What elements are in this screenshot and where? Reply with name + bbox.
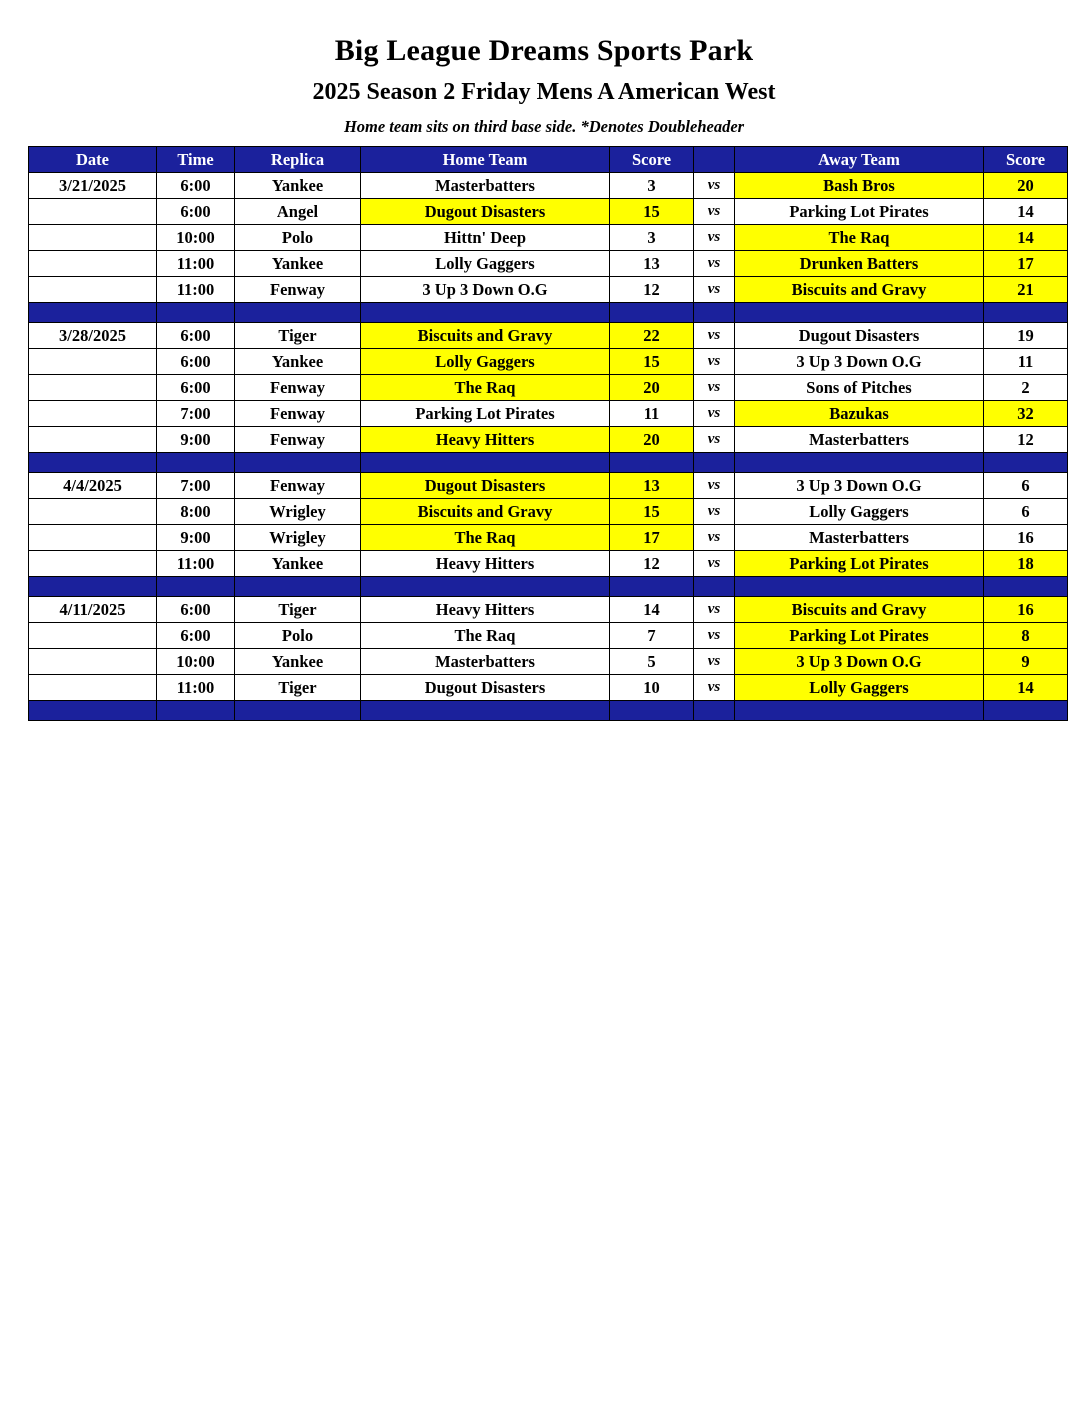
separator-cell [29, 701, 157, 721]
cell-away-score: 6 [984, 499, 1068, 525]
separator-cell [984, 303, 1068, 323]
table-row [29, 649, 1068, 675]
separator-cell [735, 577, 984, 597]
cell-away-team: 3 Up 3 Down O.G [735, 349, 984, 375]
cell-away-team: Lolly Gaggers [735, 675, 984, 701]
cell-replica: Fenway [235, 473, 361, 499]
cell-away-team: Sons of Pitches [735, 375, 984, 401]
table-row [29, 675, 1068, 701]
cell-away-team: Masterbatters [735, 427, 984, 453]
cell-vs: vs [694, 199, 735, 225]
cell-vs: vs [694, 473, 735, 499]
cell-vs: vs [694, 499, 735, 525]
table-row [29, 375, 1068, 401]
cell-time: 9:00 [157, 525, 235, 551]
cell-date [29, 375, 157, 401]
cell-replica: Fenway [235, 401, 361, 427]
cell-home-team: Masterbatters [361, 173, 610, 199]
cell-vs: vs [694, 675, 735, 701]
cell-date [29, 401, 157, 427]
cell-home-score: 13 [610, 473, 694, 499]
table-row [29, 251, 1068, 277]
cell-home-score: 12 [610, 551, 694, 577]
cell-home-score: 3 [610, 173, 694, 199]
cell-time: 10:00 [157, 225, 235, 251]
cell-date [29, 525, 157, 551]
cell-away-score: 18 [984, 551, 1068, 577]
cell-date [29, 427, 157, 453]
cell-home-score: 15 [610, 349, 694, 375]
cell-time: 6:00 [157, 375, 235, 401]
separator-cell [610, 453, 694, 473]
cell-replica: Wrigley [235, 499, 361, 525]
cell-vs: vs [694, 225, 735, 251]
cell-vs: vs [694, 349, 735, 375]
cell-vs: vs [694, 649, 735, 675]
column-header-away-score: Score [984, 147, 1068, 173]
cell-date: 4/11/2025 [29, 597, 157, 623]
separator-cell [694, 701, 735, 721]
separator-cell [29, 303, 157, 323]
cell-replica: Angel [235, 199, 361, 225]
cell-date [29, 499, 157, 525]
column-header-date: Date [29, 147, 157, 173]
cell-home-team: Hittn' Deep [361, 225, 610, 251]
separator-cell [29, 577, 157, 597]
cell-time: 6:00 [157, 323, 235, 349]
cell-date [29, 551, 157, 577]
separator-cell [235, 453, 361, 473]
cell-time: 6:00 [157, 623, 235, 649]
cell-date: 4/4/2025 [29, 473, 157, 499]
cell-away-score: 16 [984, 597, 1068, 623]
cell-replica: Yankee [235, 649, 361, 675]
cell-replica: Tiger [235, 597, 361, 623]
cell-home-score: 12 [610, 277, 694, 303]
separator-cell [735, 701, 984, 721]
separator-cell [984, 577, 1068, 597]
table-row [29, 499, 1068, 525]
table-row [29, 551, 1068, 577]
cell-replica: Yankee [235, 251, 361, 277]
page-note: Home team sits on third base side. *Denotes Doubleheader [343, 117, 745, 136]
cell-vs: vs [694, 525, 735, 551]
separator-cell [694, 303, 735, 323]
cell-vs: vs [694, 597, 735, 623]
cell-time: 6:00 [157, 173, 235, 199]
cell-home-score: 20 [610, 427, 694, 453]
column-header-time: Time [157, 147, 235, 173]
table-row [29, 623, 1068, 649]
cell-away-score: 16 [984, 525, 1068, 551]
cell-date: 3/28/2025 [29, 323, 157, 349]
table-row [29, 473, 1068, 499]
cell-time: 8:00 [157, 499, 235, 525]
separator-cell [984, 701, 1068, 721]
table-row [29, 597, 1068, 623]
cell-replica: Fenway [235, 277, 361, 303]
page-subtitle: 2025 Season 2 Friday Mens A American West [312, 79, 776, 105]
separator-cell [610, 577, 694, 597]
cell-replica: Polo [235, 225, 361, 251]
table-row [29, 277, 1068, 303]
separator-cell [694, 453, 735, 473]
cell-date: 3/21/2025 [29, 173, 157, 199]
schedule-table [28, 146, 1068, 721]
cell-date [29, 349, 157, 375]
cell-home-team: Dugout Disasters [361, 473, 610, 499]
cell-away-team: Parking Lot Pirates [735, 199, 984, 225]
cell-away-score: 2 [984, 375, 1068, 401]
separator-cell [735, 303, 984, 323]
cell-vs: vs [694, 401, 735, 427]
cell-time: 9:00 [157, 427, 235, 453]
table-row [29, 199, 1068, 225]
schedule-week-separator [29, 701, 1068, 721]
column-header-vs [694, 147, 735, 173]
cell-vs: vs [694, 375, 735, 401]
cell-away-score: 11 [984, 349, 1068, 375]
separator-cell [694, 577, 735, 597]
cell-away-team: Drunken Batters [735, 251, 984, 277]
cell-home-score: 10 [610, 675, 694, 701]
cell-date [29, 199, 157, 225]
cell-away-team: Biscuits and Gravy [735, 277, 984, 303]
cell-home-score: 3 [610, 225, 694, 251]
separator-cell [235, 303, 361, 323]
cell-home-score: 15 [610, 499, 694, 525]
cell-replica: Yankee [235, 349, 361, 375]
cell-away-score: 20 [984, 173, 1068, 199]
cell-vs: vs [694, 427, 735, 453]
cell-time: 11:00 [157, 551, 235, 577]
separator-cell [361, 303, 610, 323]
schedule-week-separator [29, 453, 1068, 473]
cell-away-team: Dugout Disasters [735, 323, 984, 349]
cell-home-score: 13 [610, 251, 694, 277]
cell-away-team: Parking Lot Pirates [735, 551, 984, 577]
cell-away-score: 9 [984, 649, 1068, 675]
cell-time: 11:00 [157, 675, 235, 701]
cell-home-score: 22 [610, 323, 694, 349]
cell-home-score: 20 [610, 375, 694, 401]
cell-home-team: The Raq [361, 525, 610, 551]
schedule-body [29, 173, 1068, 721]
cell-home-team: Lolly Gaggers [361, 349, 610, 375]
cell-time: 6:00 [157, 597, 235, 623]
cell-home-team: The Raq [361, 623, 610, 649]
cell-home-score: 7 [610, 623, 694, 649]
column-header-away-team: Away Team [735, 147, 984, 173]
cell-home-team: Parking Lot Pirates [361, 401, 610, 427]
cell-home-team: Dugout Disasters [361, 199, 610, 225]
table-row [29, 323, 1068, 349]
cell-vs: vs [694, 251, 735, 277]
cell-away-team: Masterbatters [735, 525, 984, 551]
cell-away-score: 17 [984, 251, 1068, 277]
separator-cell [157, 701, 235, 721]
cell-away-score: 14 [984, 675, 1068, 701]
cell-home-score: 14 [610, 597, 694, 623]
separator-cell [157, 453, 235, 473]
cell-away-score: 19 [984, 323, 1068, 349]
cell-replica: Fenway [235, 427, 361, 453]
cell-vs: vs [694, 551, 735, 577]
cell-replica: Tiger [235, 323, 361, 349]
cell-away-score: 12 [984, 427, 1068, 453]
cell-away-score: 6 [984, 473, 1068, 499]
cell-date [29, 225, 157, 251]
cell-replica: Fenway [235, 375, 361, 401]
separator-cell [235, 577, 361, 597]
cell-home-team: Heavy Hitters [361, 597, 610, 623]
schedule-week-separator [29, 303, 1068, 323]
separator-cell [735, 453, 984, 473]
cell-away-team: Parking Lot Pirates [735, 623, 984, 649]
cell-home-score: 5 [610, 649, 694, 675]
cell-vs: vs [694, 277, 735, 303]
cell-away-team: 3 Up 3 Down O.G [735, 473, 984, 499]
page-title: Big League Dreams Sports Park [334, 34, 754, 67]
cell-time: 11:00 [157, 277, 235, 303]
table-row [29, 525, 1068, 551]
separator-cell [235, 701, 361, 721]
cell-away-score: 32 [984, 401, 1068, 427]
cell-time: 7:00 [157, 401, 235, 427]
separator-cell [157, 577, 235, 597]
cell-vs: vs [694, 323, 735, 349]
cell-home-team: Lolly Gaggers [361, 251, 610, 277]
column-header-home-team: Home Team [361, 147, 610, 173]
separator-cell [361, 701, 610, 721]
cell-replica: Wrigley [235, 525, 361, 551]
cell-home-team: Masterbatters [361, 649, 610, 675]
cell-home-team: Biscuits and Gravy [361, 323, 610, 349]
cell-time: 6:00 [157, 199, 235, 225]
cell-home-score: 11 [610, 401, 694, 427]
cell-vs: vs [694, 623, 735, 649]
table-row [29, 173, 1068, 199]
cell-home-team: Dugout Disasters [361, 675, 610, 701]
cell-home-team: 3 Up 3 Down O.G [361, 277, 610, 303]
cell-home-team: Heavy Hitters [361, 551, 610, 577]
cell-away-team: The Raq [735, 225, 984, 251]
cell-away-score: 21 [984, 277, 1068, 303]
cell-away-score: 8 [984, 623, 1068, 649]
table-row [29, 427, 1068, 453]
table-header-row [29, 147, 1068, 173]
separator-cell [984, 453, 1068, 473]
cell-replica: Tiger [235, 675, 361, 701]
cell-away-team: Lolly Gaggers [735, 499, 984, 525]
cell-time: 6:00 [157, 349, 235, 375]
cell-vs: vs [694, 173, 735, 199]
separator-cell [361, 453, 610, 473]
cell-home-team: Heavy Hitters [361, 427, 610, 453]
separator-cell [29, 453, 157, 473]
separator-cell [361, 577, 610, 597]
cell-date [29, 623, 157, 649]
cell-away-team: Biscuits and Gravy [735, 597, 984, 623]
cell-replica: Yankee [235, 551, 361, 577]
table-row [29, 225, 1068, 251]
cell-date [29, 675, 157, 701]
cell-home-score: 17 [610, 525, 694, 551]
column-header-home-score: Score [610, 147, 694, 173]
cell-time: 7:00 [157, 473, 235, 499]
separator-cell [610, 303, 694, 323]
cell-away-team: 3 Up 3 Down O.G [735, 649, 984, 675]
schedule-week-separator [29, 577, 1068, 597]
table-row [29, 401, 1068, 427]
cell-home-team: Biscuits and Gravy [361, 499, 610, 525]
separator-cell [157, 303, 235, 323]
cell-home-score: 15 [610, 199, 694, 225]
cell-away-score: 14 [984, 199, 1068, 225]
cell-replica: Yankee [235, 173, 361, 199]
cell-date [29, 649, 157, 675]
cell-home-team: The Raq [361, 375, 610, 401]
column-header-replica: Replica [235, 147, 361, 173]
cell-time: 10:00 [157, 649, 235, 675]
cell-date [29, 277, 157, 303]
cell-date [29, 251, 157, 277]
cell-away-team: Bazukas [735, 401, 984, 427]
cell-away-team: Bash Bros [735, 173, 984, 199]
table-row [29, 349, 1068, 375]
cell-away-score: 14 [984, 225, 1068, 251]
separator-cell [610, 701, 694, 721]
cell-time: 11:00 [157, 251, 235, 277]
cell-replica: Polo [235, 623, 361, 649]
